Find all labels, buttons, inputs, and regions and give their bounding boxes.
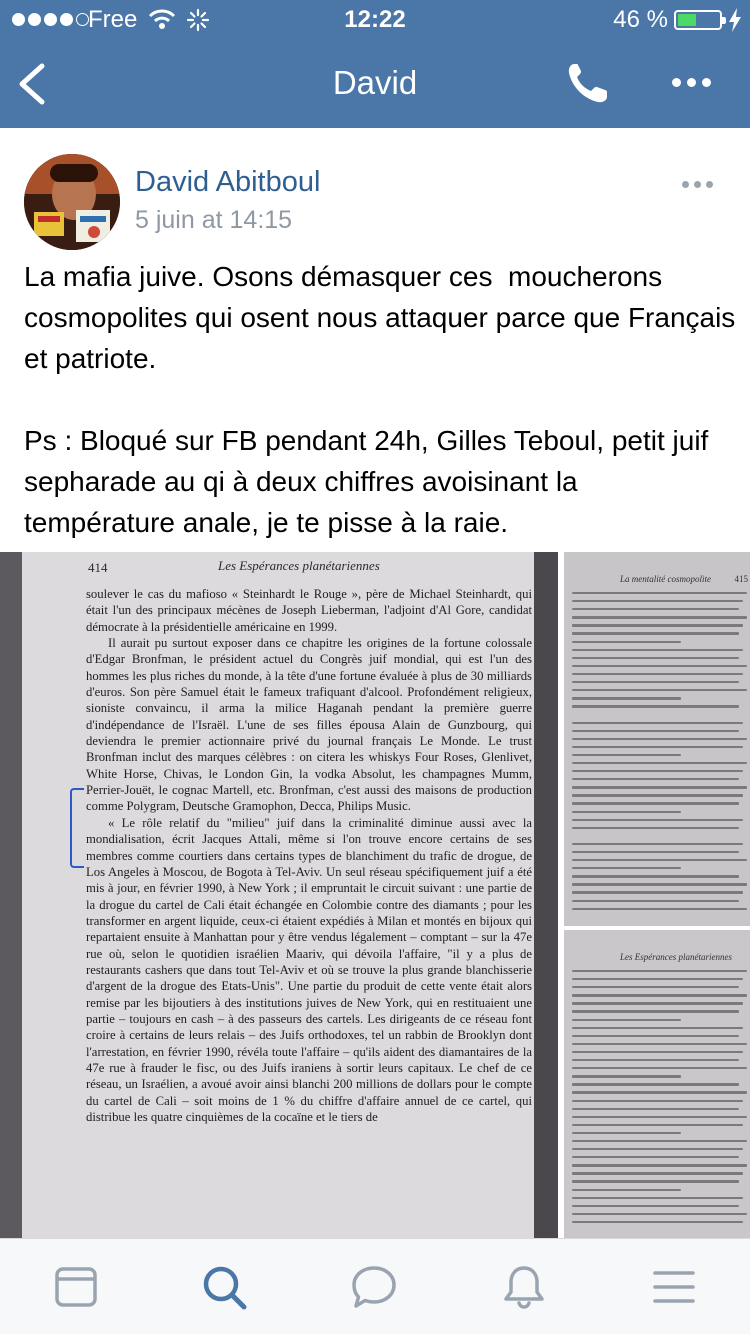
text-line (572, 697, 681, 699)
text-line (572, 802, 739, 804)
text-line (572, 1002, 743, 1004)
text-line (572, 891, 743, 893)
text-line (572, 649, 743, 651)
post-photo-secondary[interactable] (564, 552, 750, 926)
text-line (572, 1172, 743, 1174)
text-line (572, 770, 743, 772)
status-bar (0, 0, 750, 40)
more-options-icon[interactable] (672, 78, 711, 87)
text-line (572, 1059, 739, 1061)
text-line (572, 1043, 747, 1045)
text-line (572, 657, 739, 659)
text-line (572, 616, 747, 618)
book-paragraph: « Le rôle relatif du "milieu" juif dans la criminalité diminue aussi avec la mondialisation, écrit Jacques Attali, même si l'on trouve encore certains de ses membres comme courtiers dans certains types de blanchiment du trafic de drogue, de Los Angeles à Moscou, de Bogota à Tel-Aviv. Un seul réseau spécifiquement juif a été mis à jour, en février 1990, à New York ; il empruntait le circuit suivant : une partie de la drogue du cartel de Cali était échangée en Colombie contre des diamants ; pour les transformer en argent liquide, ceux-ci étaient expédiés à Milan et montés en bijoux qui repartaient ensuite à Manhattan pour y être vendus légalement – comptant – sur la 47e rue où, selon le quotidien israélien Maariv, qui dévoila l'affaire, "il y a plus de restaurants cashers que dans tout Tel-Aviv et où se trouve la plus grande blanchisserie d'argent de la drogue des Etats-Unis". Une partie du produit de cette vente était alors remise par les bijoutiers à des institutions juives de New York, qui en restituaient une partie – toujours en cash – à des passeurs des cartels. Les dirigeants de ce réseau font croire à certains de leurs relais – des Juifs orthodoxes, tel un rabbin de Brooklyn dont l'arrestation, en février 1990, révéla toute l'affaire – qu'ils aident des diamantaires de la 47e rue à frauder le fisc, ou des Juifs iraniens à sortir leurs capitaux. Le chef de ce réseau, un Israélien, a avoué avoir ainsi blanchi 200 millions de dollars pour le compte du cartel de Cali – soit moins de 1 % du chiffre d'affaire annuel de ce cartel, qui distribue les quatre cinquièmes de la cocaïne et le tiers de (86, 815, 532, 1124)
text-line (572, 867, 681, 869)
text-line (572, 994, 747, 996)
text-line (572, 624, 743, 626)
text-line (572, 722, 743, 724)
charging-bolt-icon (728, 8, 742, 32)
text-line (572, 746, 743, 748)
book-page-number: 414 (88, 560, 108, 575)
book-page-text-lines (572, 970, 750, 1229)
text-line (572, 1189, 681, 1191)
text-line (572, 908, 747, 910)
text-line (572, 1197, 743, 1199)
text-line (572, 827, 739, 829)
post-author[interactable]: David Abitboul (135, 166, 321, 198)
text-line (572, 1116, 747, 1118)
text-line (572, 883, 747, 885)
book-running-title: La mentalité cosmopolite (620, 574, 711, 584)
text-line (572, 900, 739, 902)
post-text: La mafia juive. Osons démasquer ces moucherons cosmopolites qui osent nous attaquer parce que Français et patriote. Ps : Bloqué sur FB pendant 24h, Gilles Teboul, petit juif sepharade au qi à deux chiffres avoisinant la température anale, je te pisse à la raie. (24, 261, 736, 538)
book-page-text (86, 586, 532, 1125)
nav-title: David (332, 64, 418, 101)
text-line (572, 673, 743, 675)
text-line (572, 600, 743, 602)
post-photo-main[interactable] (0, 552, 558, 1238)
text-line (572, 1124, 743, 1126)
text-line (572, 1075, 681, 1077)
text-line (572, 1083, 739, 1085)
text-line (572, 1108, 739, 1110)
text-line (572, 1091, 747, 1093)
book-page-text-lines (572, 592, 750, 916)
text-line (572, 632, 739, 634)
text-line (572, 1027, 743, 1029)
text-line (572, 738, 747, 740)
text-line (572, 811, 681, 813)
text-line (572, 835, 747, 837)
ink-bracket-mark (70, 788, 84, 868)
battery-icon (674, 10, 722, 30)
text-line (572, 819, 743, 821)
text-line (572, 641, 681, 643)
text-line (572, 1067, 747, 1069)
text-line (572, 1221, 743, 1223)
text-line (572, 681, 739, 683)
text-line (572, 1148, 743, 1150)
book-page (22, 552, 552, 1238)
text-line (572, 608, 739, 610)
text-line (572, 762, 747, 764)
text-line (572, 1132, 681, 1134)
text-line (572, 786, 747, 788)
text-line (572, 859, 747, 861)
search-icon[interactable] (200, 1263, 248, 1311)
tab-bar (0, 1238, 750, 1334)
text-line (572, 1213, 747, 1215)
text-line (572, 592, 747, 594)
text-line (572, 1019, 681, 1021)
text-line (572, 794, 743, 796)
text-line (572, 875, 739, 877)
text-line (572, 1156, 739, 1158)
header (0, 0, 750, 128)
text-line (572, 978, 743, 980)
text-line (572, 1010, 739, 1012)
avatar[interactable] (24, 154, 120, 250)
post-options-icon[interactable] (682, 181, 713, 188)
feed-icon[interactable] (52, 1263, 100, 1311)
text-line (572, 1140, 747, 1142)
clock: 12:22 (344, 6, 406, 33)
text-line (572, 843, 743, 845)
phone-icon[interactable] (565, 60, 611, 106)
post-date: 5 juin at 14:15 (135, 206, 293, 234)
text-line (572, 1164, 747, 1166)
text-line (572, 1051, 743, 1053)
text-line (572, 754, 681, 756)
text-line (572, 665, 747, 667)
battery-level (678, 14, 696, 26)
book-page-number: 415 (734, 574, 748, 584)
notifications-icon[interactable] (500, 1263, 548, 1311)
text-line (572, 986, 739, 988)
book-paragraph: soulever le cas du mafioso « Steinhardt le Rouge », père de Michael Steinhardt, qui était l'un des principaux mécènes de Joseph Lieberman, l'adjoint d'Al Gore, candidat démocrate à la présidentielle américaine en 1999. (86, 587, 532, 634)
menu-icon[interactable] (650, 1263, 698, 1311)
book-paragraph: Il aurait pu surtout exposer dans ce chapitre les origines de la fortune colossale d'Edgar Bronfman, le président actuel du Congrès juif mondial, qui est l'un des hommes les plus riches du monde, à la tête d'une fortune évaluée à plus de 30 milliards d'euros. Son père Samuel était le fameux trafiquant d'alcool. Profondément religieux, sioniste convaincu, il arma la milice Haganah pendant la première guerre d'indépendance de l'Israël. L'une de ses filles épousa Alain de Gunzbourg, qui deviendra le premier actionnaire privé du journal français Le Monde. Le trust Bronfman inclut des marques célèbres : on citera les whiskys Four Roses, Glenlivet, White Horse, Chivas, le London Gin, la vodka Absolut, les champagnes Mumm, Perrier-Jouët, le cognac Martell, etc. Bronfman, c'est aussi des maisons de production comme Polygram, Deutsche Gramophon, Decca, Philips Music. (86, 636, 532, 814)
text-line (572, 689, 747, 691)
text-line (572, 713, 747, 715)
text-line (572, 851, 739, 853)
battery-percent: 46 % (613, 6, 668, 33)
text-line (572, 1100, 743, 1102)
text-line (572, 1035, 739, 1037)
post-photo-tertiary[interactable] (564, 930, 750, 1238)
text-line (572, 1180, 739, 1182)
text-line (572, 970, 747, 972)
messages-icon[interactable] (350, 1263, 398, 1311)
text-line (572, 1205, 739, 1207)
book-running-title: Les Espérances planétariennes (620, 952, 732, 962)
carrier-name: Free (88, 6, 138, 33)
text-line (572, 730, 739, 732)
text-line (572, 778, 739, 780)
book-running-title: Les Espérances planétariennes (218, 558, 380, 573)
text-line (572, 705, 739, 707)
